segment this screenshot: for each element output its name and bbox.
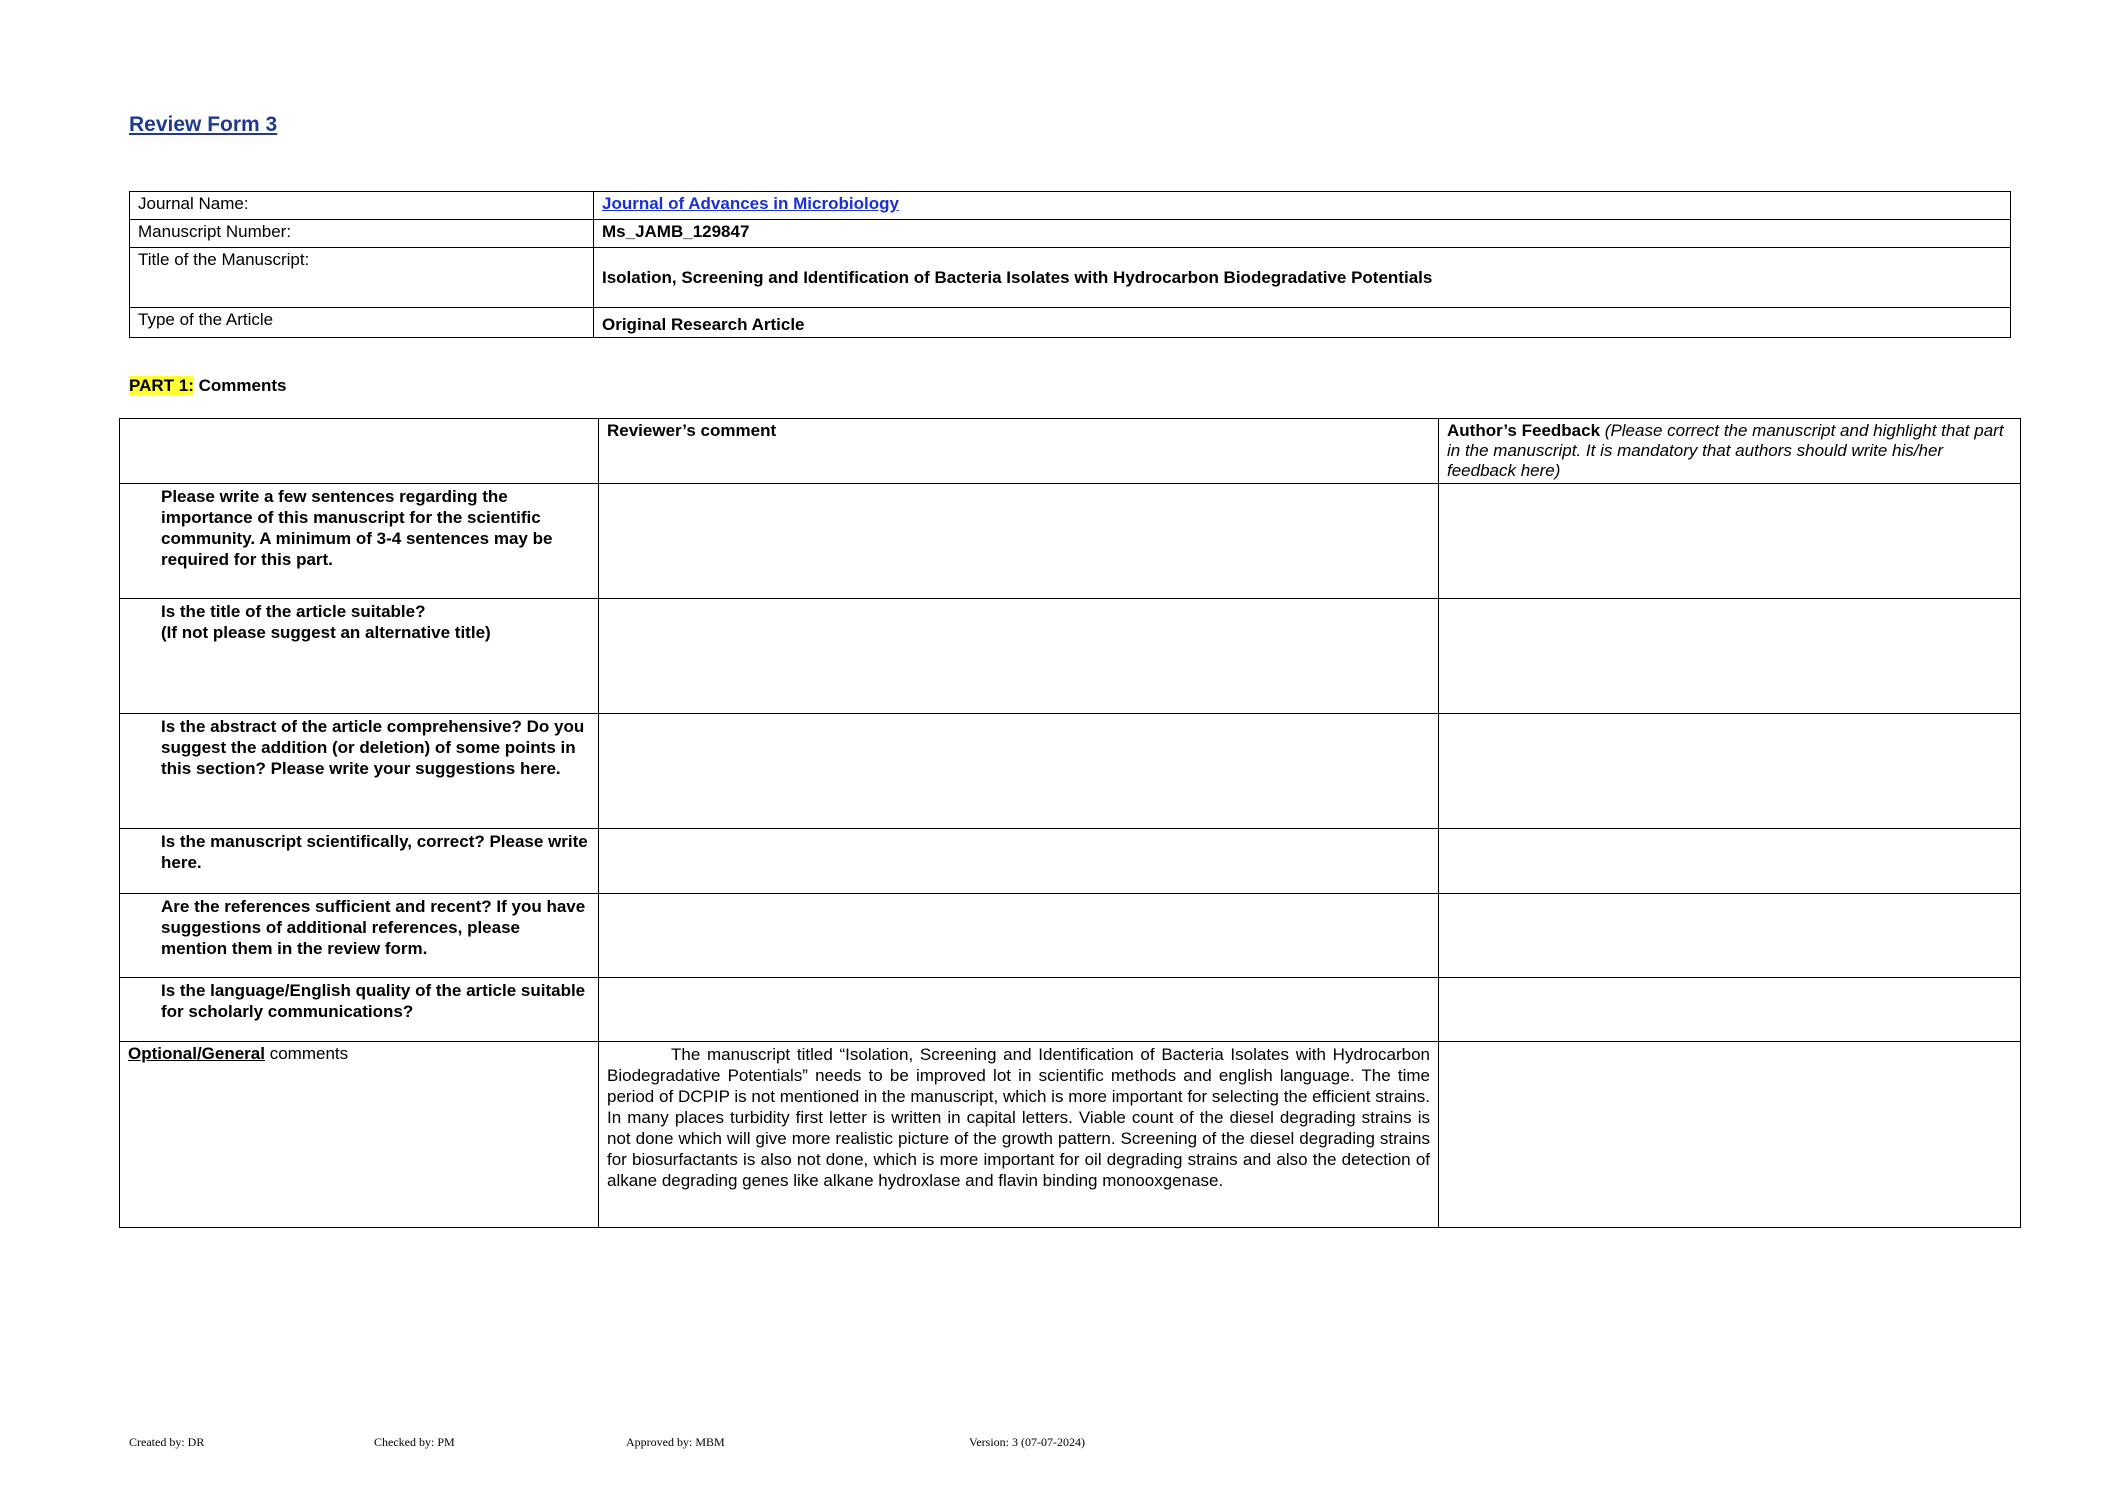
author-feedback-cell[interactable] — [1439, 714, 2021, 829]
author-feedback-cell[interactable] — [1439, 829, 2021, 894]
table-row — [130, 220, 2011, 248]
table-row — [120, 894, 2021, 978]
author-feedback-cell[interactable] — [1439, 978, 2021, 1042]
article-type-label: Type of the Article — [130, 308, 594, 338]
table-header-row — [120, 419, 2021, 484]
manuscript-info-table — [129, 191, 2011, 338]
journal-link[interactable]: Journal of Advances in Microbiology — [602, 194, 899, 213]
reviewer-comment-cell[interactable] — [599, 714, 1439, 829]
author-feedback-cell[interactable] — [1439, 599, 2021, 714]
manuscript-title-value: Isolation, Screening and Identification of Bacteria Isolates with Hydrocarbon Biodegradative Potentials — [594, 248, 2011, 308]
table-row — [120, 1042, 2021, 1228]
question-importance: Please write a few sentences regarding the importance of this manuscript for the scientific community. A minimum of 3-4 sentences may be required for this part. — [120, 484, 599, 599]
comments-table — [119, 418, 2021, 1228]
form-title[interactable]: Review Form 3 — [129, 113, 278, 136]
author-feedback-cell[interactable] — [1439, 1042, 2021, 1228]
reviewer-comment-cell[interactable] — [599, 599, 1439, 714]
journal-value-cell — [594, 192, 2011, 220]
table-row — [130, 192, 2011, 220]
manuscript-title-label: Title of the Manuscript: — [130, 248, 594, 308]
footer-version: Version: 3 (07-07-2024) — [969, 1435, 1085, 1449]
author-feedback-instructions: (Please correct the manuscript and highlight that part in the manuscript. It is mandatory that authors should write his/her feedback here) — [1447, 421, 2004, 480]
question-abstract: Is the abstract of the article comprehensive? Do you suggest the addition (or deletion) of some points in this section? Please write your suggestions here. — [120, 714, 599, 829]
author-feedback-cell[interactable] — [1439, 484, 2021, 599]
part1-suffix: Comments — [198, 376, 287, 395]
part1-label: PART 1: — [129, 376, 194, 395]
author-feedback-cell[interactable] — [1439, 894, 2021, 978]
journal-label: Journal Name: — [130, 192, 594, 220]
table-row — [120, 978, 2021, 1042]
optional-general-label: Optional/General — [128, 1044, 265, 1063]
manuscript-number-label: Manuscript Number: — [130, 220, 594, 248]
table-row — [130, 308, 2011, 338]
table-row — [120, 714, 2021, 829]
reviewer-comment-header: Reviewer’s comment — [599, 419, 1439, 484]
table-row — [120, 484, 2021, 599]
table-row — [120, 829, 2021, 894]
author-feedback-title: Author’s Feedback — [1447, 421, 1601, 440]
author-feedback-header — [1439, 419, 2021, 484]
optional-general-suffix: comments — [264, 1044, 349, 1063]
optional-general-label-cell — [120, 1042, 599, 1228]
reviewer-comment-cell[interactable] — [599, 978, 1439, 1042]
reviewer-comment-cell[interactable] — [599, 894, 1439, 978]
question-language: Is the language/English quality of the article suitable for scholarly communications? — [120, 978, 599, 1042]
question-references: Are the references sufficient and recent? If you have suggestions of additional references, please mention them in the review form. — [120, 894, 599, 978]
manuscript-number-value: Ms_JAMB_129847 — [594, 220, 2011, 248]
general-comment-cell[interactable] — [599, 1042, 1439, 1228]
footer-checked-by: Checked by: PM — [374, 1435, 455, 1449]
question-title: Is the title of the article suitable? (If not please suggest an alternative title) — [120, 599, 599, 714]
table-row — [130, 248, 2011, 308]
footer-created-by: Created by: DR — [129, 1435, 205, 1449]
part1-heading — [129, 376, 286, 396]
footer-approved-by: Approved by: MBM — [626, 1435, 725, 1449]
general-comment-text: The manuscript titled “Isolation, Screening and Identification of Bacteria Isolates with Hydrocarbon Biodegradative Potentials” needs to be improved lot in scientific methods and english language. The time period of DCPIP is not mentioned in the manuscript, which is more important for selecting the efficient strains. In many places turbidity first letter is written in capital letters. Viable count of the diesel degrading strains is not done which will give more realistic picture of the growth pattern. Screening of the diesel degrading strains for biosurfactants is also not done, which is more important for oil degrading strains and also the detection of alkane degrading genes like alkane hydroxlase and flavin binding monooxgenase. — [607, 1045, 1430, 1190]
reviewer-comment-cell[interactable] — [599, 829, 1439, 894]
empty-header-cell — [120, 419, 599, 484]
table-row — [120, 599, 2021, 714]
question-scientific: Is the manuscript scientifically, correct? Please write here. — [120, 829, 599, 894]
reviewer-comment-cell[interactable] — [599, 484, 1439, 599]
article-type-value: Original Research Article — [594, 308, 2011, 338]
